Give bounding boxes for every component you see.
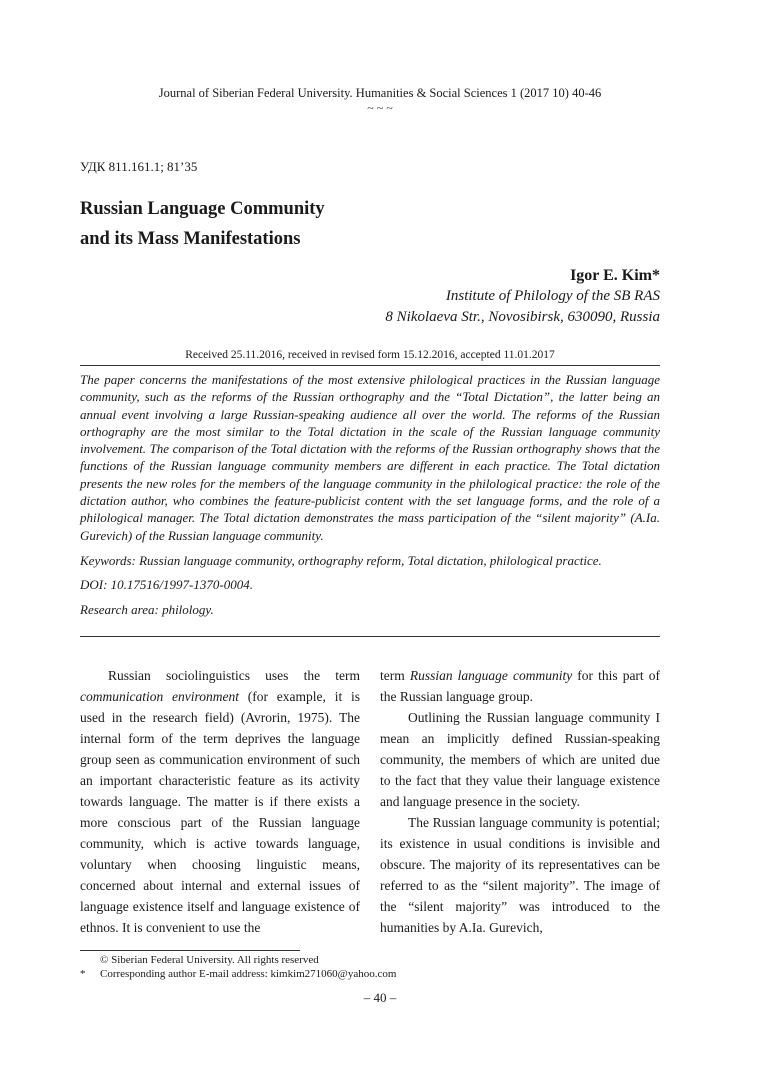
footnote-corresponding-author: * Corresponding author E-mail address: kimkim271060@yahoo.com: [80, 968, 397, 980]
paper-title: [80, 194, 325, 254]
title-line-1: Russian Language Community: [80, 199, 325, 219]
received-dates: Received 25.11.2016, received in revised form 15.12.2016, accepted 11.01.2017: [185, 349, 555, 361]
research-area: Research area: philology.: [80, 601, 214, 617]
udk-code: УДК 811.161.1; 81’35: [80, 159, 198, 174]
body-paragraph: The Russian language community is potential; its existence in usual conditions is invisible and obscure. The majority of its representatives can be referred to as the “silent majority”. The image of the “silent majority” was introduced to the humanities by A.Ia. Gurevich,: [380, 815, 660, 935]
abstract-block: [80, 371, 660, 618]
author-address: 8 Nikolaeva Str., Novosibirsk, 630090, Russia: [385, 309, 660, 325]
footnote-mark: *: [80, 968, 86, 980]
page-number: – 40 –: [363, 990, 397, 1005]
body-column-right: [380, 665, 660, 938]
body-paragraph: term Russian language community for this part of the Russian language group.: [380, 668, 661, 704]
body-paragraph: Russian sociolinguistics uses the term communication environment (for example, it is used in the research field) (Avrorin, 1975). The internal form of the term deprives the language group seen as communication environment of such an important characteristic feature as its activity towards language. The matter is if there exists a more conscious part of the Russian language community, which is active towards language, voluntary when choosing linguistic means, concerned about internal and external issues of language existence itself and language existence of ethnos. It is convenient to use the: [80, 668, 360, 935]
author-name: Igor E. Kim*: [570, 267, 660, 284]
author-institute: Institute of Philology of the SB RAS: [445, 288, 660, 304]
footnote-copyright: © Siberian Federal University. All rights reserved: [100, 954, 319, 966]
body-column-left: [80, 665, 360, 938]
abstract-top-rule: [80, 365, 660, 366]
body-paragraph: Outlining the Russian language community I mean an implicitly defined Russian-speaking community, the members of which are united due to the fact that they value their language existence and language presence in the society.: [380, 710, 660, 809]
doi: DOI: 10.17516/1997-1370-0004.: [80, 577, 253, 593]
title-line-2: and its Mass Manifestations: [80, 229, 301, 249]
header-ornament: ~ ~ ~: [367, 101, 393, 115]
author-block: [385, 266, 660, 328]
footnote-rule: [80, 950, 300, 951]
term-emphasis: Russian language community: [409, 668, 573, 683]
abstract-bottom-rule: [80, 636, 660, 637]
abstract-text: The paper concerns the manifestations of the most extensive philological practices in the Russian language community, such as the reforms of the Russian orthography and the “Total Dictation”, the latter being an annual event involving a large Russian-speaking audience all over the world. The reforms of the Russian orthography are the most similar to the Total dictation in the scale of the Russian language community involvement. The comparison of the Total dictation with the reforms of the Russian orthography shows that the functions of the Russian language community members are different in each practice. The Total dictation presents the new roles for the members of the language community in the philological practice: the role of the dictation author, who combines the feature-publicist content with the set language forms, and the role of a philological manager. The Total dictation demonstrates the mass participation of the “silent majority” (A.Ia. Gurevich) of the Russian language community.: [80, 372, 660, 543]
keywords: Keywords: Russian language community, orthography reform, Total dictation, philological practice.: [80, 552, 602, 568]
journal-header: Journal of Siberian Federal University. Humanities & Social Sciences 1 (2017 10) 40-46: [158, 86, 602, 100]
term-emphasis: communication environment: [80, 689, 239, 704]
